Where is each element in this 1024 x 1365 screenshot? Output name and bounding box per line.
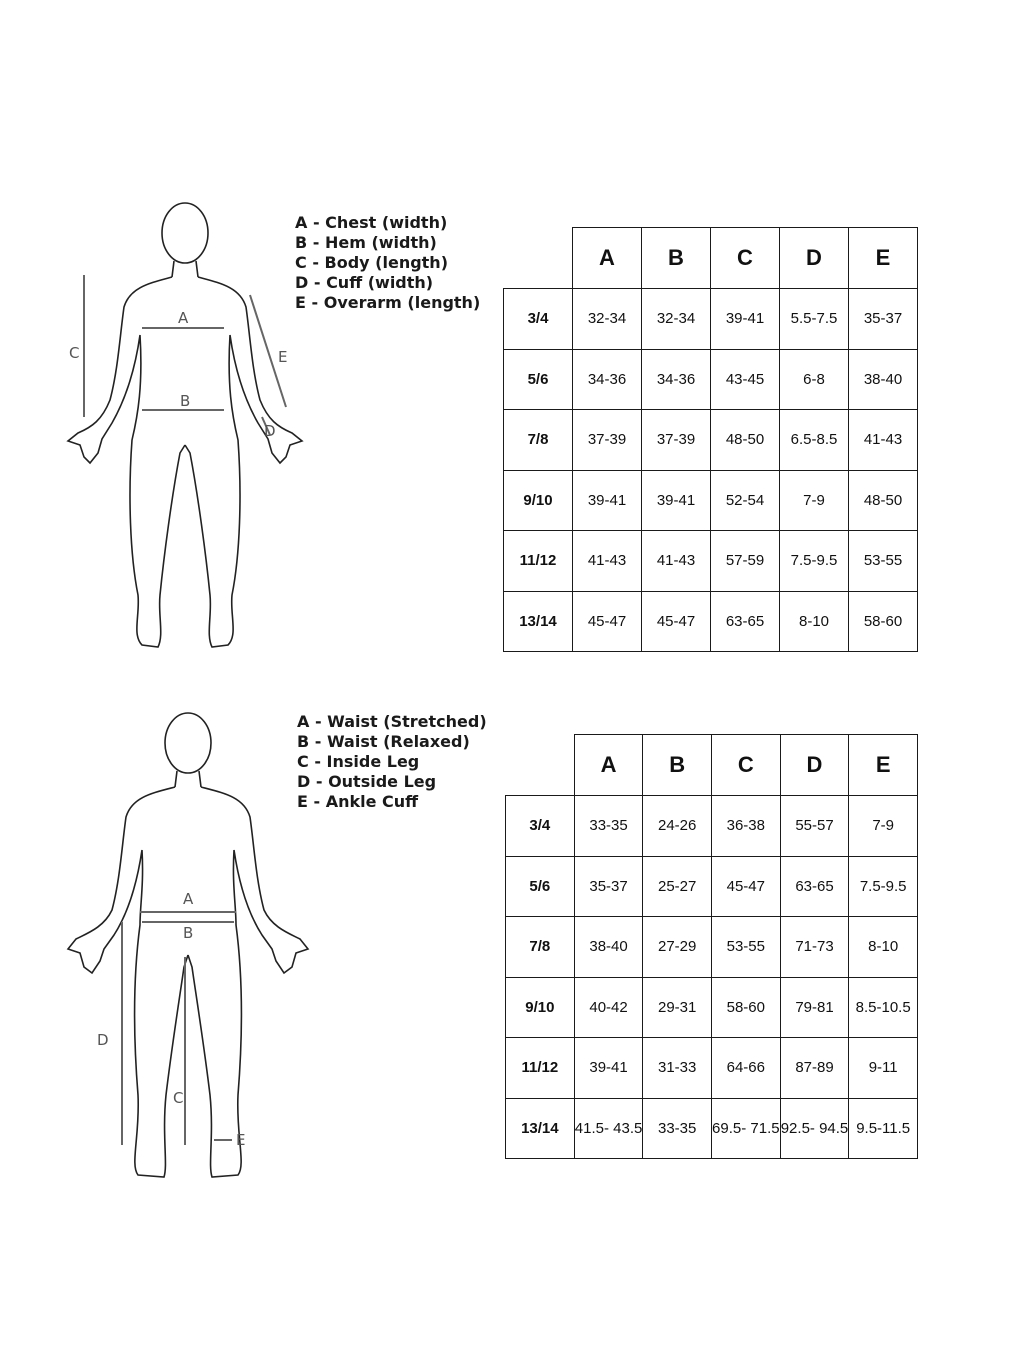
table-cell: 7.5-9.5 <box>780 531 849 592</box>
table-cell: 6-8 <box>780 349 849 410</box>
table-cell: 43-45 <box>711 349 780 410</box>
top-body-figure <box>40 195 330 670</box>
column-header-d: D <box>780 735 849 796</box>
row-size-label: 9/10 <box>506 977 575 1038</box>
bottom-size-table <box>505 734 918 1159</box>
row-size-label: 7/8 <box>504 410 573 471</box>
table-cell: 5.5-7.5 <box>780 289 849 350</box>
table-cell: 39-41 <box>574 1038 643 1099</box>
figure-label-e: E <box>236 1131 246 1149</box>
figure-head <box>165 713 211 773</box>
table-row <box>506 977 918 1038</box>
legend-item-b: B - Hem (width) <box>295 233 437 252</box>
table-cell: 29-31 <box>643 977 712 1038</box>
figure-label-b: B <box>180 392 191 410</box>
column-header-a: A <box>573 228 642 289</box>
table-cell: 25-27 <box>643 856 712 917</box>
table-cell: 45-47 <box>642 591 711 652</box>
table-cell: 92.5- 94.5 <box>780 1098 849 1159</box>
figure-label-c: C <box>69 344 80 362</box>
row-size-label: 11/12 <box>504 531 573 592</box>
table-cell: 34-36 <box>573 349 642 410</box>
table-cell: 6.5-8.5 <box>780 410 849 471</box>
table-cell: 55-57 <box>780 796 849 857</box>
table-cell: 39-41 <box>642 470 711 531</box>
table-cell: 31-33 <box>643 1038 712 1099</box>
figure-label-c: C <box>173 1089 184 1107</box>
row-size-label: 3/4 <box>506 796 575 857</box>
table-cell: 41-43 <box>573 531 642 592</box>
row-size-label: 11/12 <box>506 1038 575 1099</box>
table-cell: 64-66 <box>711 1038 780 1099</box>
table-cell: 8.5-10.5 <box>849 977 918 1038</box>
legend-item-e: E - Overarm (length) <box>295 293 481 312</box>
table-cell: 58-60 <box>711 977 780 1038</box>
table-cell: 63-65 <box>711 591 780 652</box>
table-row <box>504 349 918 410</box>
table-row <box>506 796 918 857</box>
table-cell: 45-47 <box>711 856 780 917</box>
table-cell: 52-54 <box>711 470 780 531</box>
column-header-e: E <box>849 228 918 289</box>
legend-item-d: D - Cuff (width) <box>295 273 434 292</box>
table-cell: 39-41 <box>711 289 780 350</box>
figure-label-b: B <box>183 924 194 942</box>
column-header-c: C <box>711 735 780 796</box>
table-cell: 38-40 <box>574 917 643 978</box>
table-cell: 39-41 <box>573 470 642 531</box>
figure-label-d: D <box>97 1031 109 1049</box>
table-corner <box>504 228 573 289</box>
column-header-b: B <box>643 735 712 796</box>
table-row <box>504 531 918 592</box>
table-cell: 37-39 <box>642 410 711 471</box>
table-cell: 45-47 <box>573 591 642 652</box>
table-row <box>504 470 918 531</box>
table-row <box>506 917 918 978</box>
table-cell: 8-10 <box>849 917 918 978</box>
table-cell: 32-34 <box>573 289 642 350</box>
table-row <box>506 1098 918 1159</box>
row-size-label: 13/14 <box>506 1098 575 1159</box>
bottom-measurement-section <box>0 690 1024 1210</box>
legend-item-c: C - Body (length) <box>295 253 449 272</box>
table-cell: 7.5-9.5 <box>849 856 918 917</box>
table-cell: 34-36 <box>642 349 711 410</box>
table-cell: 33-35 <box>643 1098 712 1159</box>
table-row <box>506 1038 918 1099</box>
figure-label-e: E <box>278 348 288 366</box>
legend-item-a: A - Waist (Stretched) <box>297 712 487 731</box>
row-size-label: 13/14 <box>504 591 573 652</box>
table-cell: 36-38 <box>711 796 780 857</box>
table-cell: 40-42 <box>574 977 643 1038</box>
legend-item-b: B - Waist (Relaxed) <box>297 732 470 751</box>
column-header-b: B <box>642 228 711 289</box>
figure-body-right <box>188 787 308 1177</box>
bottom-legend <box>297 712 487 812</box>
column-header-c: C <box>711 228 780 289</box>
row-size-label: 5/6 <box>504 349 573 410</box>
table-corner <box>506 735 575 796</box>
top-size-table <box>503 227 918 652</box>
table-cell: 58-60 <box>849 591 918 652</box>
table-cell: 48-50 <box>711 410 780 471</box>
table-cell: 71-73 <box>780 917 849 978</box>
column-header-a: A <box>574 735 643 796</box>
bottom-body-figure <box>40 705 330 1180</box>
table-cell: 27-29 <box>643 917 712 978</box>
figure-label-a: A <box>178 309 189 327</box>
table-header-row <box>506 735 918 796</box>
table-cell: 57-59 <box>711 531 780 592</box>
row-size-label: 7/8 <box>506 917 575 978</box>
row-size-label: 3/4 <box>504 289 573 350</box>
table-cell: 24-26 <box>643 796 712 857</box>
table-cell: 48-50 <box>849 470 918 531</box>
row-size-label: 5/6 <box>506 856 575 917</box>
table-row <box>504 410 918 471</box>
table-header-row <box>504 228 918 289</box>
figure-body-right <box>185 277 302 647</box>
legend-item-a: A - Chest (width) <box>295 213 448 232</box>
column-header-e: E <box>849 735 918 796</box>
table-cell: 79-81 <box>780 977 849 1038</box>
table-cell: 33-35 <box>574 796 643 857</box>
table-cell: 63-65 <box>780 856 849 917</box>
table-cell: 69.5- 71.5 <box>711 1098 780 1159</box>
table-cell: 35-37 <box>574 856 643 917</box>
table-cell: 87-89 <box>780 1038 849 1099</box>
table-cell: 41.5- 43.5 <box>574 1098 643 1159</box>
table-cell: 8-10 <box>780 591 849 652</box>
row-size-label: 9/10 <box>504 470 573 531</box>
figure-head <box>162 203 208 263</box>
table-cell: 41-43 <box>849 410 918 471</box>
table-row <box>506 856 918 917</box>
table-cell: 38-40 <box>849 349 918 410</box>
figure-label-d: D <box>264 422 276 440</box>
table-cell: 37-39 <box>573 410 642 471</box>
table-cell: 53-55 <box>849 531 918 592</box>
table-cell: 35-37 <box>849 289 918 350</box>
top-legend <box>295 213 480 313</box>
table-cell: 7-9 <box>849 796 918 857</box>
figure-label-a: A <box>183 890 194 908</box>
table-cell: 9-11 <box>849 1038 918 1099</box>
table-row <box>504 289 918 350</box>
table-cell: 9.5-11.5 <box>849 1098 918 1159</box>
table-cell: 53-55 <box>711 917 780 978</box>
figure-body-left <box>68 787 188 1177</box>
legend-item-e: E - Ankle Cuff <box>297 792 419 811</box>
table-cell: 7-9 <box>780 470 849 531</box>
legend-item-c: C - Inside Leg <box>297 752 420 771</box>
column-header-d: D <box>780 228 849 289</box>
table-row <box>504 591 918 652</box>
table-cell: 32-34 <box>642 289 711 350</box>
table-cell: 41-43 <box>642 531 711 592</box>
legend-item-d: D - Outside Leg <box>297 772 437 791</box>
figure-body-left <box>68 277 185 647</box>
